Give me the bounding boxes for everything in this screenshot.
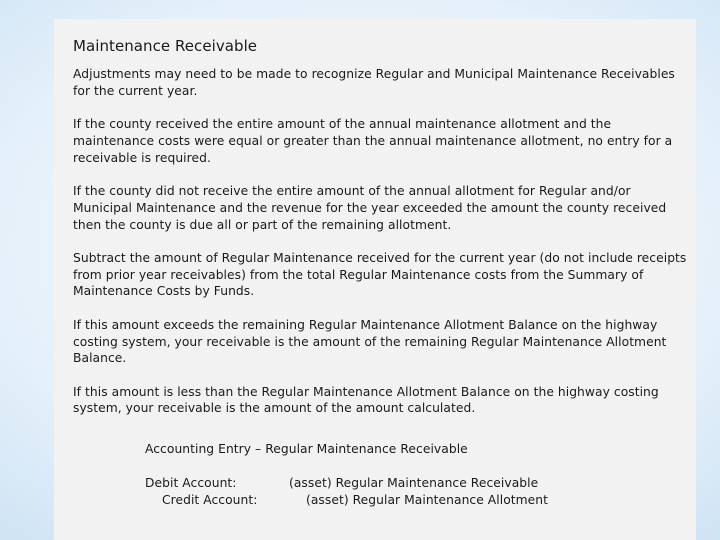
credit-row bbox=[145, 492, 693, 509]
slide-title: Maintenance Receivable bbox=[73, 37, 258, 55]
accounting-entry bbox=[73, 441, 693, 508]
slide-content bbox=[73, 36, 693, 509]
paragraph-remaining-allotment: If the county did not receive the entire amount of the annual allotment for Regular and/or Municipal Maintenance and the revenue for the year exceeded the amount the county received then the county is due all or part of the remaining allotment. bbox=[73, 183, 667, 232]
debit-row bbox=[145, 475, 693, 492]
paragraph-subtract: Subtract the amount of Regular Maintenance received for the current year (do not include receipts from prior year receivables) from the total Regular Maintenance costs from the Summary of Maintenance Costs by Funds. bbox=[73, 250, 687, 299]
credit-value: (asset) Regular Maintenance Allotment bbox=[306, 492, 549, 507]
debit-value: (asset) Regular Maintenance Receivable bbox=[289, 476, 539, 491]
paragraph-no-entry: If the county received the entire amount of the annual maintenance allotment and the maintenance costs were equal or greater than the annual maintenance allotment, no entry for a receivable is required. bbox=[73, 117, 673, 165]
paragraph-exceeds: If this amount exceeds the remaining Regular Maintenance Allotment Balance on the highway costing system, your receivable is the amount of the remaining Regular Maintenance Allotment Balance. bbox=[73, 317, 667, 366]
paragraph-adjustments: Adjustments may need to be made to recognize Regular and Municipal Maintenance Receivables for the current year. bbox=[73, 67, 675, 98]
paragraph-less-than: If this amount is less than the Regular Maintenance Allotment Balance on the highway costing system, your receivable is the amount of the amount calculated. bbox=[73, 384, 659, 416]
accounting-entry-title: Accounting Entry – Regular Maintenance Receivable bbox=[145, 442, 468, 457]
credit-label: Credit Account: bbox=[162, 492, 258, 507]
debit-label: Debit Account: bbox=[145, 476, 237, 491]
